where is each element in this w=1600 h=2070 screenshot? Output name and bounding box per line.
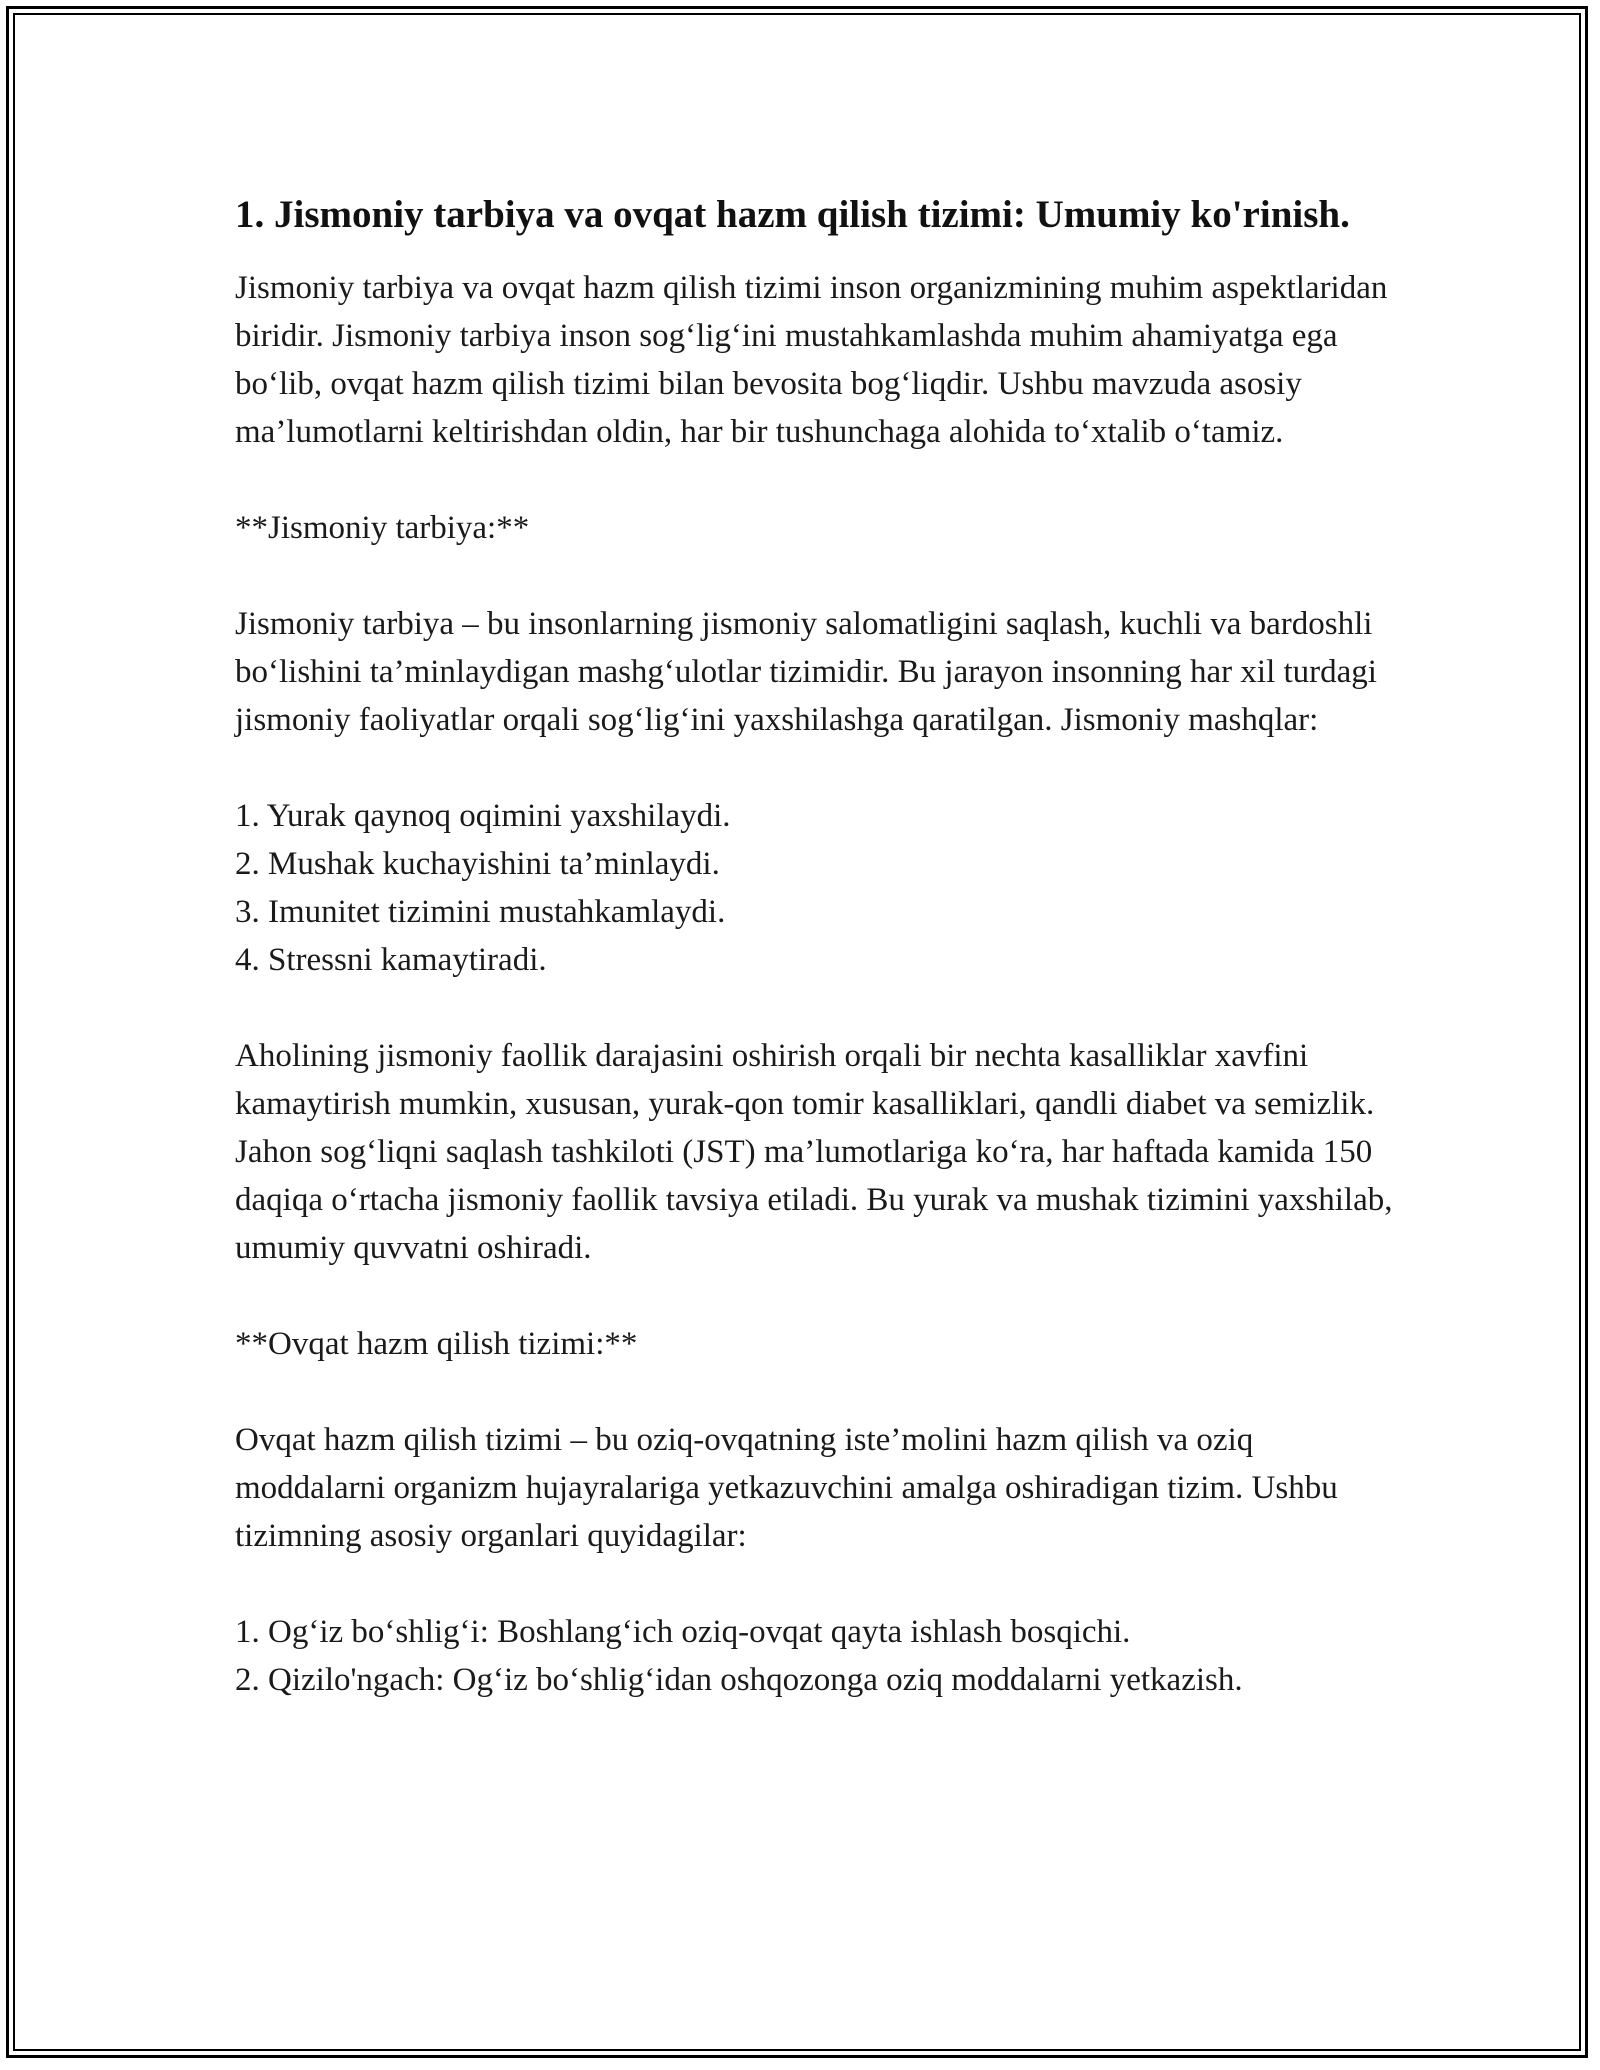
section-heading-jismoniy-tarbiya: **Jismoniy tarbiya:** (235, 510, 530, 546)
document-title: 1. Jismoniy tarbiya va ovqat hazm qilish tizimi: Umumiy ko'rinish. (235, 193, 1350, 236)
section-heading-ovqat-hazm: **Ovqat hazm qilish tizimi:** (235, 1326, 638, 1362)
list-item: 2. Qizilo'ngach: Og‘iz bo‘shlig‘idan oshqozonga oziq moddalarni yetkazish. (235, 1662, 1243, 1698)
spacer (235, 984, 1395, 1032)
document-body (235, 188, 1395, 1704)
jismoniy-tarbiya-paragraph: Jismoniy tarbiya – bu insonlarning jismoniy salomatligini saqlash, kuchli va bardoshli bo‘lishini ta’minlaydigan mashg‘ulotlar tizimidir. Bu jarayon insonning har xil turdagi jismoniy faoliyatlar orqali sog‘lig‘ini yaxshilashga qaratilgan. Jismoniy mashqlar: (235, 606, 1377, 738)
list-item: 3. Imunitet tizimini mustahkamlaydi. (235, 894, 726, 930)
list-item: 2. Mushak kuchayishini ta’minlaydi. (235, 846, 720, 882)
spacer (235, 1272, 1395, 1320)
list-item: 1. Og‘iz bo‘shlig‘i: Boshlang‘ich oziq-ovqat qayta ishlash bosqichi. (235, 1614, 1131, 1650)
physical-activity-paragraph: Aholining jismoniy faollik darajasini oshirish orqali bir nechta kasalliklar xavfini kamaytirish mumkin, xususan, yurak-qon tomir kasalliklari, qandli diabet va semizlik. Jahon sog‘liqni saqlash tashkiloti (JST) ma’lumotlariga ko‘ra, har haftada kamida 150 daqiqa o‘rtacha jismoniy faollik tavsiya etiladi. Bu yurak va mushak tizimini yaxshilab, umumiy quvvatni oshiradi. (235, 1038, 1393, 1266)
spacer (235, 1560, 1395, 1608)
list-item: 4. Stressni kamaytiradi. (235, 942, 547, 978)
spacer (235, 456, 1395, 504)
digestive-system-paragraph: Ovqat hazm qilish tizimi – bu oziq-ovqatning iste’molini hazm qilish va oziq moddalarni organizm hujayralariga yetkazuvchini amalga oshiradigan tizim. Ushbu tizimning asosiy organlari quyidagilar: (235, 1422, 1338, 1554)
exercise-benefits-list (235, 792, 1395, 984)
spacer (235, 744, 1395, 792)
intro-paragraph: Jismoniy tarbiya va ovqat hazm qilish tizimi inson organizmining muhim aspektlaridan biridir. Jismoniy tarbiya inson sog‘lig‘ini mustahkamlashda muhim ahamiyatga ega bo‘lib, ovqat hazm qilish tizimi bilan bevosita bog‘liqdir. Ushbu mavzuda asosiy ma’lumotlarni keltirishdan oldin, har bir tushunchaga alohida to‘xtalib o‘tamiz. (235, 270, 1388, 450)
spacer (235, 552, 1395, 600)
list-item: 1. Yurak qaynoq oqimini yaxshilaydi. (235, 798, 731, 834)
spacer (235, 1368, 1395, 1416)
digestive-organs-list (235, 1608, 1395, 1704)
